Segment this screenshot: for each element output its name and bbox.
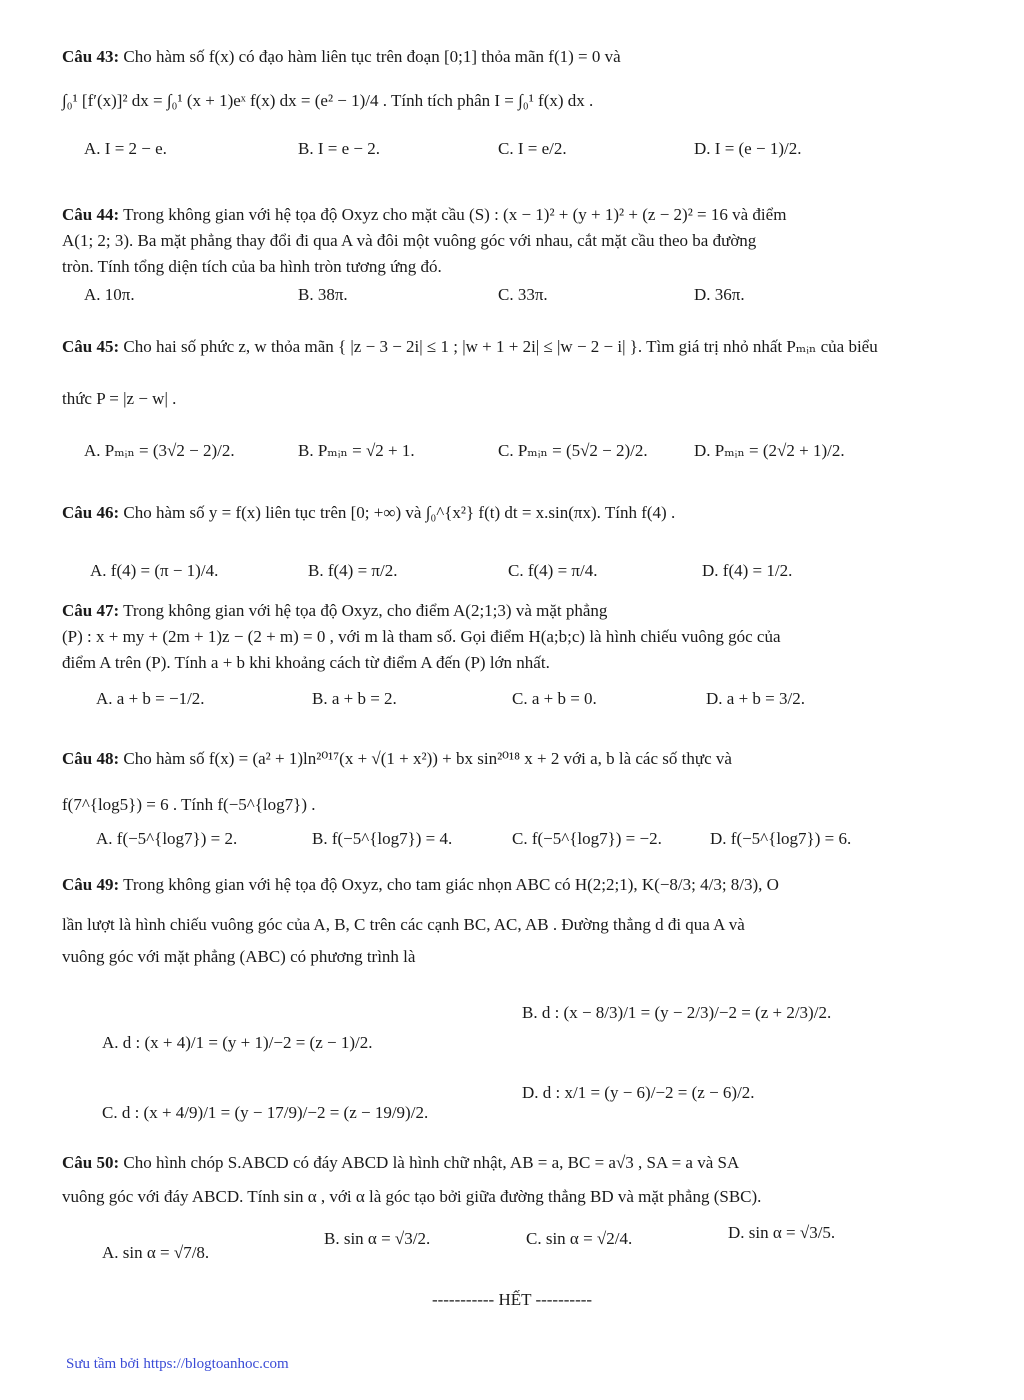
option-b: B. f(4) = π/2. bbox=[308, 561, 398, 580]
question-text: Cho hai số phức z, w thỏa mãn { |z − 3 − 2i| ≤ 1 ; |w + 1 + 2i| ≤ |w − 2 − i| }. Tìm giá trị nhỏ nhất Pₘᵢₙ của biểu bbox=[123, 337, 878, 356]
question-45 bbox=[62, 334, 922, 476]
option-a: A. 10π. bbox=[84, 285, 135, 304]
question-label: Câu 50: bbox=[62, 1153, 120, 1172]
option-c: C. I = e/2. bbox=[498, 139, 567, 158]
question-text: Cho hình chóp S.ABCD có đáy ABCD là hình chữ nhật, AB = a, BC = a√3 , SA = a và SA bbox=[123, 1153, 740, 1172]
option-b: B. 38π. bbox=[298, 285, 348, 304]
question-text: Trong không gian với hệ tọa độ Oxyz cho mặt cầu (S) : (x − 1)² + (y + 1)² + (z − 2)² = 16 và điểm bbox=[123, 205, 787, 224]
option-d: D. sin α = √3/5. bbox=[728, 1223, 836, 1242]
question-text: ∫₀¹ [f′(x)]² dx = ∫₀¹ (x + 1)eˣ f(x) dx = (e² − 1)/4 . Tính tích phân I = ∫₀¹ f(x) dx . bbox=[62, 91, 594, 110]
option-c: C. sin α = √2/4. bbox=[526, 1229, 633, 1248]
option-a: A. a + b = −1/2. bbox=[96, 689, 205, 708]
question-text: (P) : x + my + (2m + 1)z − (2 + m) = 0 , với m là tham số. Gọi điểm H(a;b;c) là hình chiếu vuông góc của bbox=[62, 627, 781, 646]
question-text: Trong không gian với hệ tọa độ Oxyz, cho điểm A(2;1;3) và mặt phẳng bbox=[123, 601, 608, 620]
option-a: A. d : (x + 4)/1 = (y + 1)/−2 = (z − 1)/2. bbox=[102, 1033, 373, 1052]
question-text: thức P = |z − w| . bbox=[62, 389, 177, 408]
option-d: D. f(−5^{log7}) = 6. bbox=[710, 829, 852, 848]
question-text: A(1; 2; 3). Ba mặt phẳng thay đổi đi qua A và đôi một vuông góc với nhau, cắt mặt cầu theo ba đường bbox=[62, 231, 757, 250]
question-text: Cho hàm số y = f(x) liên tục trên [0; +∞) và ∫₀^{x²} f(t) dt = x.sin(πx). Tính f(4) . bbox=[123, 503, 676, 522]
option-d: D. a + b = 3/2. bbox=[706, 689, 805, 708]
option-c: C. 33π. bbox=[498, 285, 548, 304]
question-label: Câu 48: bbox=[62, 749, 120, 768]
question-label: Câu 46: bbox=[62, 503, 120, 522]
option-d: D. I = (e − 1)/2. bbox=[694, 139, 802, 158]
question-46 bbox=[62, 500, 922, 596]
question-text: lần lượt là hình chiếu vuông góc của A, B, C trên các cạnh BC, AC, AB . Đường thẳng d đi qua A và bbox=[62, 915, 745, 934]
question-text: điểm A trên (P). Tính a + b khi khoảng cách từ điểm A đến (P) lớn nhất. bbox=[62, 653, 550, 672]
option-c: C. f(−5^{log7}) = −2. bbox=[512, 829, 662, 848]
option-b: B. d : (x − 8/3)/1 = (y − 2/3)/−2 = (z + 2/3)/2. bbox=[522, 1003, 832, 1022]
question-text: f(7^{log5}) = 6 . Tính f(−5^{log7}) . bbox=[62, 795, 316, 814]
option-b: B. I = e − 2. bbox=[298, 139, 380, 158]
end-marker: ----------- HẾT ---------- bbox=[431, 1290, 593, 1309]
source-footer: Sưu tầm bởi https://blogtoanhoc.com bbox=[66, 1356, 289, 1372]
option-d: D. 36π. bbox=[694, 285, 745, 304]
option-c: C. a + b = 0. bbox=[512, 689, 597, 708]
option-b: B. f(−5^{log7}) = 4. bbox=[312, 829, 453, 848]
option-b: B. Pₘᵢₙ = √2 + 1. bbox=[298, 441, 415, 460]
option-a: A. I = 2 − e. bbox=[84, 139, 167, 158]
question-label: Câu 44: bbox=[62, 205, 120, 224]
option-d: D. d : x/1 = (y − 6)/−2 = (z − 6)/2. bbox=[522, 1083, 755, 1102]
question-47 bbox=[62, 598, 922, 724]
question-43 bbox=[62, 44, 922, 174]
question-text: Cho hàm số f(x) có đạo hàm liên tục trên đoạn [0;1] thỏa mãn f(1) = 0 và bbox=[123, 47, 621, 66]
option-b: B. a + b = 2. bbox=[312, 689, 397, 708]
option-c: C. d : (x + 4/9)/1 = (y − 17/9)/−2 = (z − 19/9)/2. bbox=[102, 1103, 429, 1122]
option-a: A. f(4) = (π − 1)/4. bbox=[90, 561, 219, 580]
question-44 bbox=[62, 202, 922, 320]
question-48 bbox=[62, 746, 922, 864]
option-d: D. f(4) = 1/2. bbox=[702, 561, 793, 580]
question-text: vuông góc với mặt phẳng (ABC) có phương trình là bbox=[62, 947, 416, 966]
option-a: A. f(−5^{log7}) = 2. bbox=[96, 829, 238, 848]
option-c: C. f(4) = π/4. bbox=[508, 561, 598, 580]
question-label: Câu 43: bbox=[62, 47, 120, 66]
question-text: Cho hàm số f(x) = (a² + 1)ln²⁰¹⁷(x + √(1 + x²)) + bx sin²⁰¹⁸ x + 2 với a, b là các số thực và bbox=[123, 749, 732, 768]
question-label: Câu 47: bbox=[62, 601, 120, 620]
option-a: A. Pₘᵢₙ = (3√2 − 2)/2. bbox=[84, 441, 235, 460]
option-c: C. Pₘᵢₙ = (5√2 − 2)/2. bbox=[498, 441, 648, 460]
option-b: B. sin α = √3/2. bbox=[324, 1229, 431, 1248]
question-label: Câu 49: bbox=[62, 875, 120, 894]
question-49 bbox=[62, 872, 922, 1122]
option-d: D. Pₘᵢₙ = (2√2 + 1)/2. bbox=[694, 441, 845, 460]
question-label: Câu 45: bbox=[62, 337, 120, 356]
question-text: tròn. Tính tổng diện tích của ba hình tròn tương ứng đó. bbox=[62, 257, 442, 276]
question-50 bbox=[62, 1150, 922, 1264]
question-text: vuông góc với đáy ABCD. Tính sin α , với α là góc tạo bởi giữa đường thẳng BD và mặt phẳng (SBC). bbox=[62, 1187, 762, 1206]
question-text: Trong không gian với hệ tọa độ Oxyz, cho tam giác nhọn ABC có H(2;2;1), K(−8/3; 4/3; 8/3), O bbox=[123, 875, 779, 894]
option-a: A. sin α = √7/8. bbox=[102, 1243, 210, 1262]
